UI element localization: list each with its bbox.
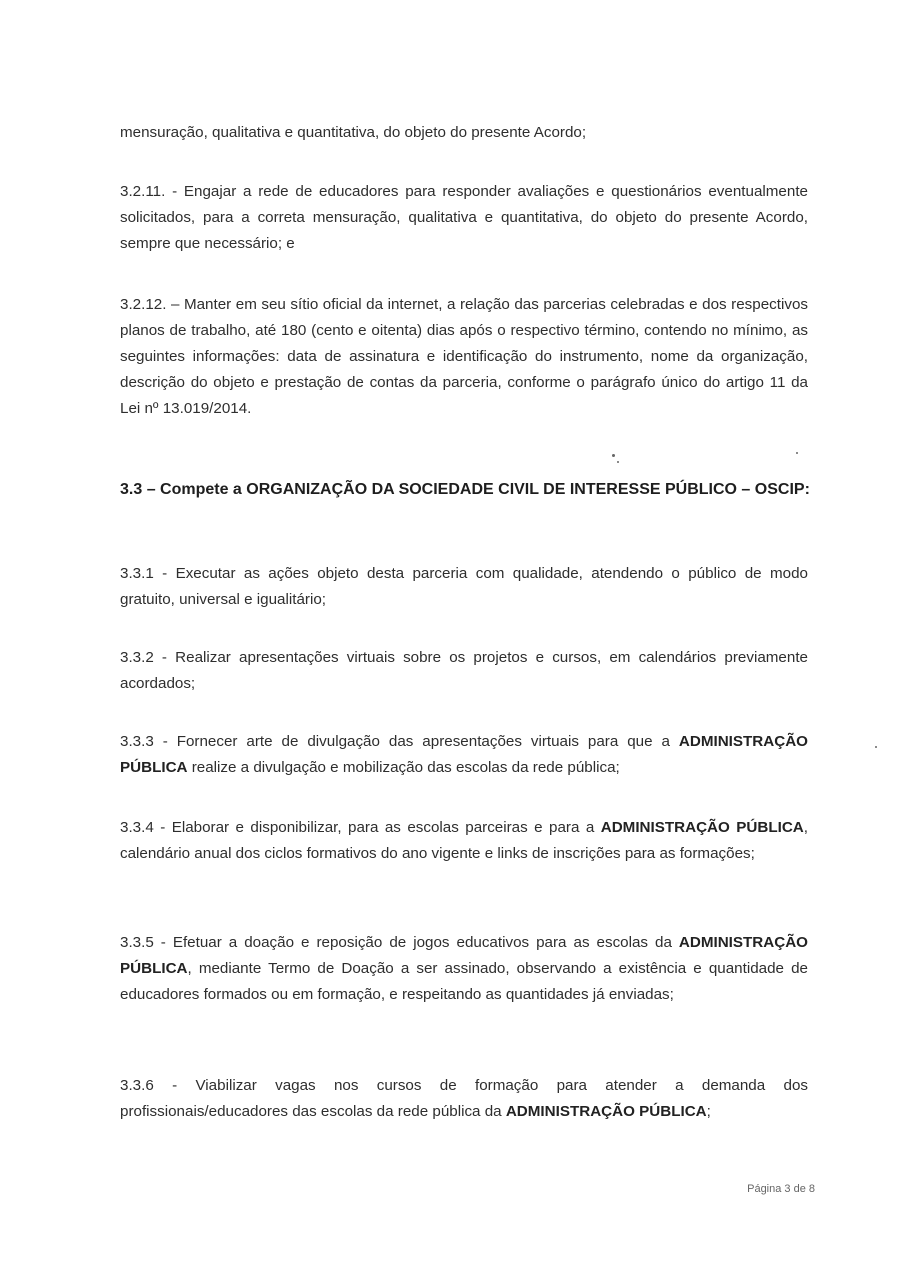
paragraph-3-3-5-text: 3.3.5 - Efetuar a doação e reposição de jogos educativos para as escolas da (120, 934, 679, 951)
scan-speck (875, 746, 877, 748)
paragraph-3-3-4 (120, 815, 808, 867)
paragraph-3-2-12: 3.2.12. – Manter em seu sítio oficial da internet, a relação das parcerias celebradas e dos respectivos planos de trabalho, até 180 (cento e oitenta) dias após o respectivo término, contendo no mínimo, as seguintes informações: data de assinatura e identificação do instrumento, nome da organização, descrição do objeto e prestação de contas da parceria, conforme o parágrafo único do artigo 11 da Lei nº 13.019/2014. (120, 296, 808, 417)
scan-speck (612, 454, 615, 457)
paragraph-3-3-5-text-end: , mediante Termo de Doação a ser assinado, observando a existência e quantidade de educadores formados ou em formação, e respeitando as quantidades já enviadas; (120, 960, 808, 1003)
administracao-publica-bold: ADMINISTRAÇÃO PÚBLICA (505, 1103, 707, 1120)
paragraph-3-2-11: 3.2.11. - Engajar a rede de educadores para responder avaliações e questionários eventualmente solicitados, para a correta mensuração, qualitativa e quantitativa, do objeto do presente Acordo, sempre que necessário; e (120, 183, 808, 252)
paragraph-3-3-4-text-end: , calendário anual dos ciclos formativos do ano vigente e links de inscrições para as formações; (120, 819, 809, 862)
page-number: Página 3 de 8 (747, 1183, 815, 1195)
paragraph-3-3-5 (120, 930, 808, 1008)
paragraph-3-3-2: 3.3.2 - Realizar apresentações virtuais sobre os projetos e cursos, em calendários previamente acordados; (120, 649, 808, 692)
paragraph-3-3-6 (120, 1073, 808, 1125)
paragraph-3-3-3-text: 3.3.3 - Fornecer arte de divulgação das apresentações virtuais para que a (120, 733, 679, 750)
paragraph-3-3-1: 3.3.1 - Executar as ações objeto desta parceria com qualidade, atendendo o público de modo gratuito, universal e igualitário; (120, 565, 808, 608)
scan-speck (617, 461, 619, 463)
administracao-publica-bold: ADMINISTRAÇÃO PÚBLICA (600, 819, 804, 836)
paragraph-continuation: mensuração, qualitativa e quantitativa, do objeto do presente Acordo; (120, 124, 587, 141)
paragraph-3-3-6-text: 3.3.6 - Viabilizar vagas nos cursos de formação para atender a demanda dos profissionais/educadores das escolas da rede pública da (120, 1077, 808, 1120)
section-heading-3-3: 3.3 – Compete a ORGANIZAÇÃO DA SOCIEDADE CIVIL DE INTERESSE PÚBLICO – OSCIP: (120, 481, 810, 498)
paragraph-3-3-4-text: 3.3.4 - Elaborar e disponibilizar, para as escolas parceiras e para a (120, 819, 601, 836)
paragraph-3-3-6-text-end: ; (706, 1103, 711, 1120)
paragraph-3-3-3 (120, 729, 808, 781)
paragraph-3-3-3-text-end: realize a divulgação e mobilização das escolas da rede pública; (187, 759, 620, 776)
administracao-publica-bold: ADMINISTRAÇÃO PÚBLICA (120, 934, 808, 977)
administracao-publica-bold: ADMINISTRAÇÃO PÚBLICA (120, 733, 808, 776)
scan-speck (796, 452, 798, 454)
